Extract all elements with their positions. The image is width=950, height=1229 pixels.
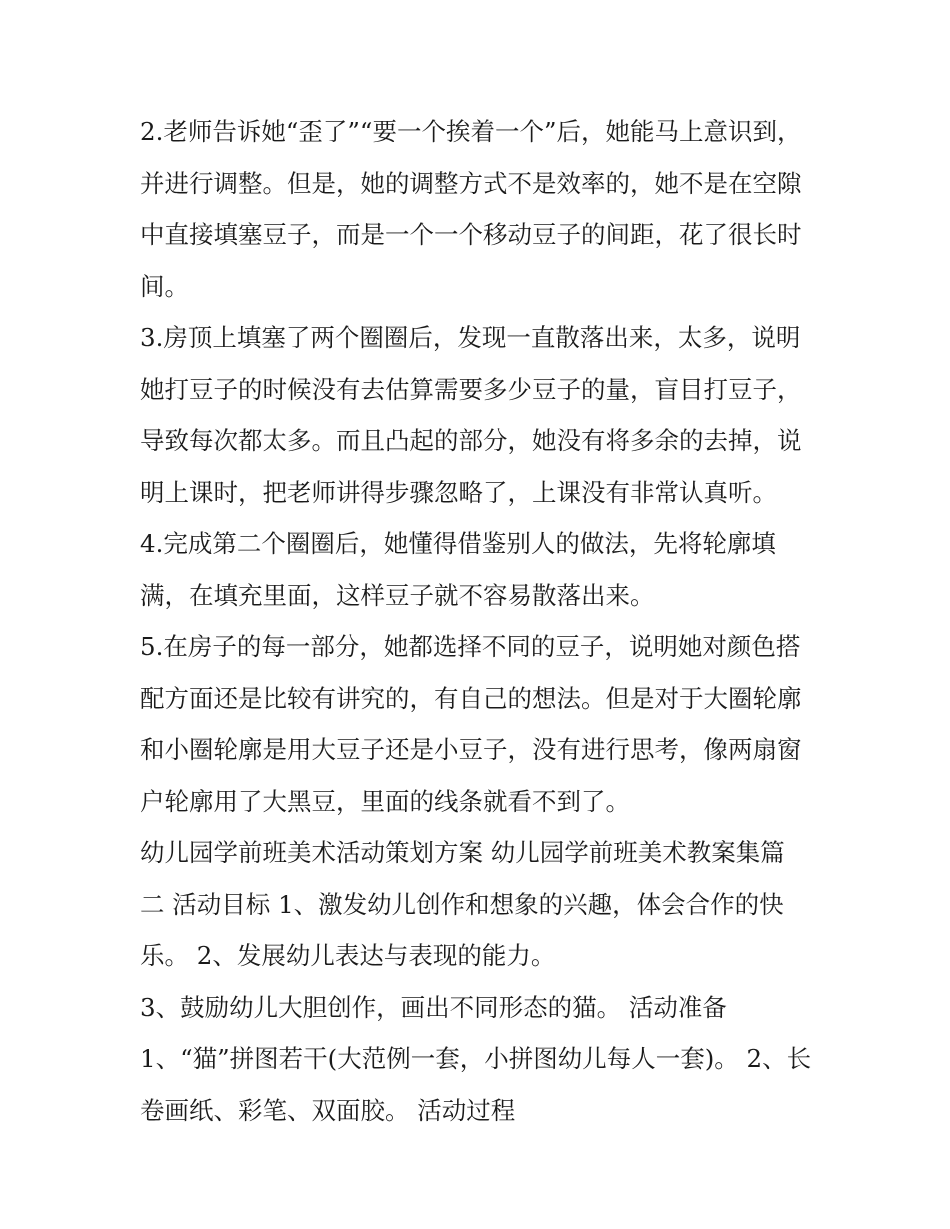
text-line: 和小圈轮廓是用大豆子还是小豆子，没有进行思考，像两扇窗 — [140, 735, 802, 764]
text-line: 间。 — [140, 271, 189, 301]
paragraph-observation-5 — [140, 621, 820, 827]
document-body — [140, 106, 820, 1136]
text-line: 2.老师告诉她“歪了”“要一个挨着一个”后，她能马上意识到， — [140, 117, 802, 146]
text-line: 满，在填充里面，这样豆子就不容易散落出来。 — [140, 580, 655, 610]
text-line: 导致每次都太多。而且凸起的部分，她没有将多余的去掉，说 — [140, 426, 802, 455]
text-line: 户轮廓用了大黑豆，里面的线条就看不到了。 — [140, 786, 630, 816]
paragraph-plan-title-and-goals — [140, 827, 820, 982]
text-line: 卷画纸、彩笔、双面胶。 活动过程 — [140, 1095, 516, 1125]
text-line: 中直接填塞豆子，而是一个一个移动豆子的间距，花了很长时 — [140, 220, 802, 249]
paragraph-observation-2 — [140, 106, 820, 312]
text-line: 配方面还是比较有讲究的，有自己的想法。但是对于大圈轮廓 — [140, 683, 802, 713]
text-line: 幼儿园学前班美术活动策划方案 幼儿园学前班美术教案集篇 — [140, 838, 785, 867]
text-line: 3.房顶上填塞了两个圈圈后，发现一直散落出来，太多，说明 — [140, 323, 801, 352]
text-line: 5.在房子的每一部分，她都选择不同的豆子，说明她对颜色搭 — [140, 632, 801, 661]
text-line: 1、“猫”拼图若干(大范例一套，小拼图幼儿每人一套)。 2、长 — [140, 1044, 812, 1073]
text-line: 并进行调整。但是，她的调整方式不是效率的，她不是在空隙 — [140, 168, 802, 198]
text-line: 二 活动目标 1、激发幼儿创作和想象的兴趣，体会合作的快 — [140, 889, 784, 919]
text-line: 明上课时，把老师讲得步骤忽略了，上课没有非常认真听。 — [140, 477, 777, 507]
paragraph-observation-3 — [140, 312, 820, 518]
text-line: 3、鼓励幼儿大胆创作，画出不同形态的猫。 活动准备 — [140, 992, 727, 1022]
text-line: 4.完成第二个圈圈后，她懂得借鉴别人的做法，先将轮廓填 — [140, 529, 776, 558]
text-line: 乐。 2、发展幼儿表达与表现的能力。 — [140, 941, 556, 970]
paragraph-observation-4 — [140, 518, 820, 621]
paragraph-goal-3 — [140, 982, 820, 1034]
text-line: 她打豆子的时候没有去估算需要多少豆子的量，盲目打豆子， — [140, 374, 802, 404]
paragraph-preparation — [140, 1033, 820, 1136]
